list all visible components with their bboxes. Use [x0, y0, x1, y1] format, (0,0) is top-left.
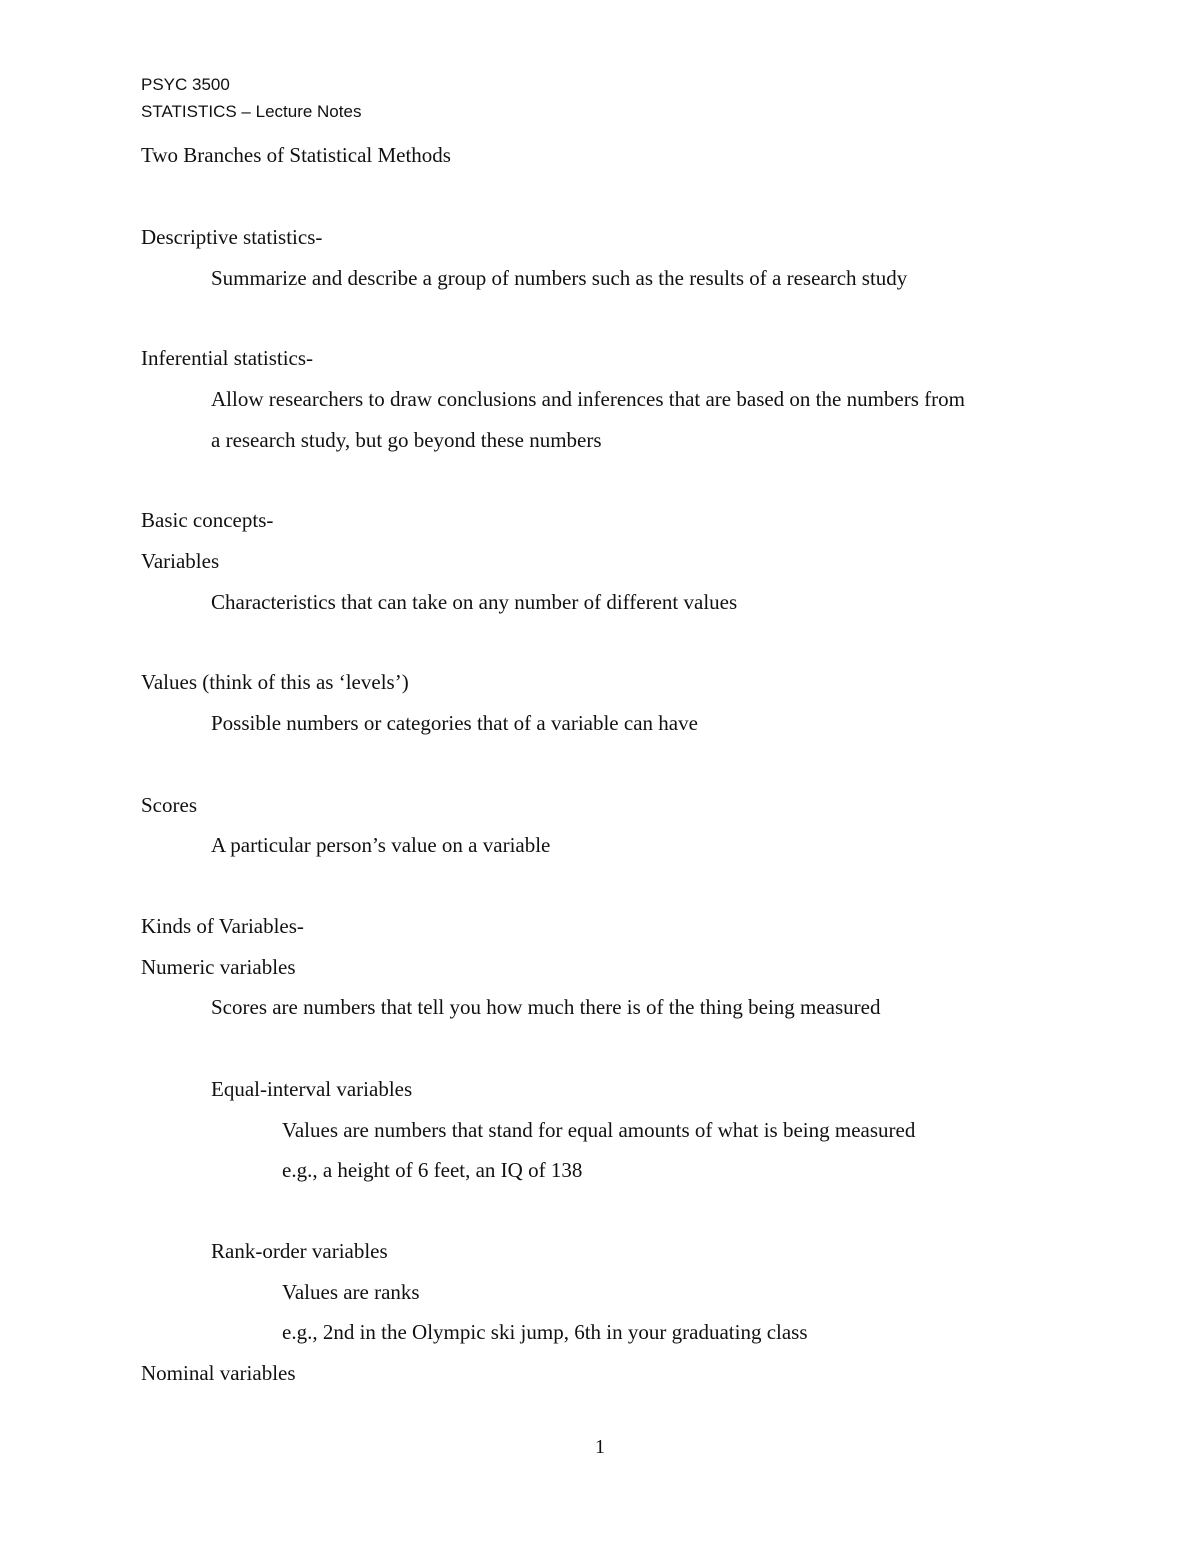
section-heading: Two Branches of Statistical Methods: [141, 143, 451, 167]
term-inferential-statistics: Inferential statistics-: [141, 346, 314, 370]
heading-basic-concepts: Basic concepts-: [141, 508, 274, 532]
definition-inferential-statistics-line-2: a research study, but go beyond these numbers: [211, 428, 602, 452]
page-number: 1: [595, 1436, 605, 1458]
term-rank-order-variables: Rank-order variables: [211, 1239, 388, 1263]
definition-descriptive-statistics: Summarize and describe a group of numbers such as the results of a research study: [211, 266, 908, 290]
term-nominal-variables: Nominal variables: [141, 1361, 296, 1385]
definition-equal-interval-variables: Values are numbers that stand for equal amounts of what is being measured: [282, 1118, 916, 1142]
definition-inferential-statistics-line-1: Allow researchers to draw conclusions and inferences that are based on the numbers from: [211, 387, 965, 411]
example-equal-interval-variables: e.g., a height of 6 feet, an IQ of 138: [282, 1158, 583, 1182]
heading-kinds-of-variables: Kinds of Variables-: [141, 914, 304, 938]
definition-variables: Characteristics that can take on any number of different values: [211, 590, 738, 614]
document-subtitle: STATISTICS – Lecture Notes: [141, 102, 362, 121]
term-values: Values (think of this as ‘levels’): [141, 670, 409, 694]
definition-rank-order-variables: Values are ranks: [282, 1280, 420, 1304]
example-rank-order-variables: e.g., 2nd in the Olympic ski jump, 6th in your graduating class: [282, 1320, 808, 1344]
term-descriptive-statistics: Descriptive statistics-: [141, 225, 323, 249]
definition-numeric-variables: Scores are numbers that tell you how much there is of the thing being measured: [211, 995, 881, 1019]
term-scores: Scores: [141, 793, 197, 817]
definition-values: Possible numbers or categories that of a variable can have: [211, 711, 698, 735]
term-equal-interval-variables: Equal-interval variables: [211, 1077, 413, 1101]
term-numeric-variables: Numeric variables: [141, 955, 296, 979]
course-code: PSYC 3500: [141, 75, 230, 94]
definition-scores: A particular person’s value on a variable: [211, 833, 551, 857]
term-variables: Variables: [141, 549, 220, 573]
